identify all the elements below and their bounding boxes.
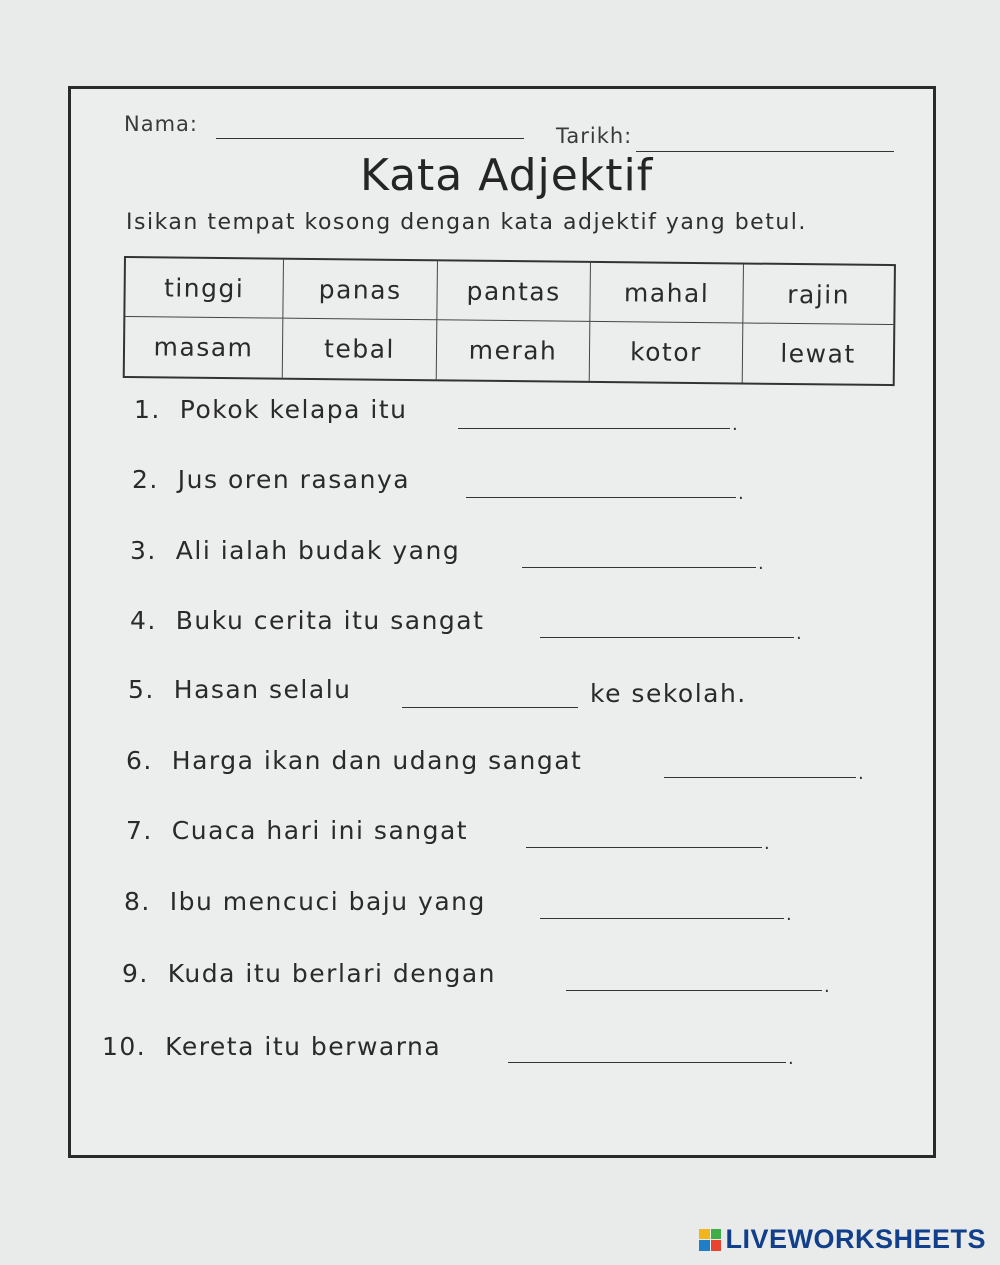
question-number: 4. bbox=[130, 606, 157, 635]
question-text: Ibu mencuci baju yang bbox=[169, 887, 486, 916]
question-8 bbox=[124, 887, 486, 916]
question-3 bbox=[130, 536, 460, 565]
question-end: . bbox=[738, 483, 744, 504]
word-bank-cell: tebal bbox=[283, 319, 438, 380]
question-5 bbox=[128, 675, 351, 704]
question-number: 7. bbox=[126, 816, 153, 845]
instruction-text: Isikan tempat kosong dengan kata adjektif yang betul. bbox=[126, 210, 807, 235]
question-text: Harga ikan dan udang sangat bbox=[171, 746, 583, 775]
answer-blank-6[interactable] bbox=[664, 777, 856, 778]
word-bank-cell: merah bbox=[437, 320, 591, 381]
question-number: 1. bbox=[134, 395, 161, 424]
word-bank-cell: kotor bbox=[590, 322, 744, 383]
question-end: . bbox=[764, 833, 770, 854]
question-number: 2. bbox=[132, 465, 159, 494]
question-text: Kuda itu berlari dengan bbox=[167, 959, 497, 988]
question-text: Ali ialah budak yang bbox=[175, 536, 461, 565]
answer-blank-2[interactable] bbox=[466, 497, 736, 498]
answer-blank-4[interactable] bbox=[540, 637, 794, 638]
question-end: . bbox=[858, 763, 864, 784]
word-bank-cell: pantas bbox=[437, 261, 591, 322]
answer-blank-10[interactable] bbox=[508, 1062, 786, 1063]
question-end: ke sekolah. bbox=[590, 679, 747, 708]
question-text: Pokok kelapa itu bbox=[179, 395, 408, 424]
answer-blank-9[interactable] bbox=[566, 990, 822, 991]
question-number: 9. bbox=[122, 959, 149, 988]
question-end: . bbox=[824, 976, 830, 997]
word-bank-cell: lewat bbox=[780, 338, 856, 369]
question-end: . bbox=[786, 904, 792, 925]
liveworksheets-watermark bbox=[699, 1224, 986, 1255]
question-end: . bbox=[788, 1048, 794, 1069]
date-blank[interactable] bbox=[636, 151, 894, 152]
worksheet-title: Kata Adjektif bbox=[360, 150, 654, 201]
question-end: . bbox=[732, 414, 738, 435]
word-bank-table bbox=[123, 256, 896, 386]
question-text: Kereta itu berwarna bbox=[165, 1032, 442, 1061]
answer-blank-1[interactable] bbox=[458, 428, 730, 429]
word-bank-cell: masam bbox=[125, 317, 284, 378]
answer-blank-5[interactable] bbox=[402, 707, 578, 708]
question-end: . bbox=[796, 623, 802, 644]
question-number: 10. bbox=[102, 1032, 147, 1061]
question-6 bbox=[126, 746, 582, 775]
name-blank[interactable] bbox=[216, 138, 524, 139]
question-4 bbox=[130, 606, 484, 635]
question-number: 6. bbox=[126, 746, 153, 775]
question-text: Buku cerita itu sangat bbox=[175, 606, 485, 635]
word-bank-cell: panas bbox=[283, 260, 438, 321]
watermark-text: LIVEWORKSHEETS bbox=[725, 1224, 986, 1254]
question-7 bbox=[126, 816, 468, 845]
question-text: Hasan selalu bbox=[173, 675, 352, 704]
word-bank-cell: mahal bbox=[590, 263, 744, 324]
question-text: Jus oren rasanya bbox=[177, 465, 411, 494]
question-number: 5. bbox=[128, 675, 155, 704]
question-2 bbox=[132, 465, 410, 494]
answer-blank-3[interactable] bbox=[522, 567, 756, 568]
answer-blank-8[interactable] bbox=[540, 918, 784, 919]
date-label: Tarikh: bbox=[556, 124, 633, 148]
question-text: Cuaca hari ini sangat bbox=[171, 816, 469, 845]
question-9 bbox=[122, 959, 496, 988]
liveworksheets-logo-icon bbox=[699, 1229, 721, 1251]
question-10 bbox=[102, 1032, 441, 1061]
word-bank-cell: tinggi bbox=[125, 258, 284, 319]
question-end: . bbox=[758, 553, 764, 574]
name-label: Nama: bbox=[124, 112, 198, 136]
question-number: 8. bbox=[124, 887, 151, 916]
question-number: 3. bbox=[130, 536, 157, 565]
word-bank-cell: rajin bbox=[743, 264, 894, 325]
question-1 bbox=[134, 395, 408, 424]
answer-blank-7[interactable] bbox=[526, 847, 762, 848]
